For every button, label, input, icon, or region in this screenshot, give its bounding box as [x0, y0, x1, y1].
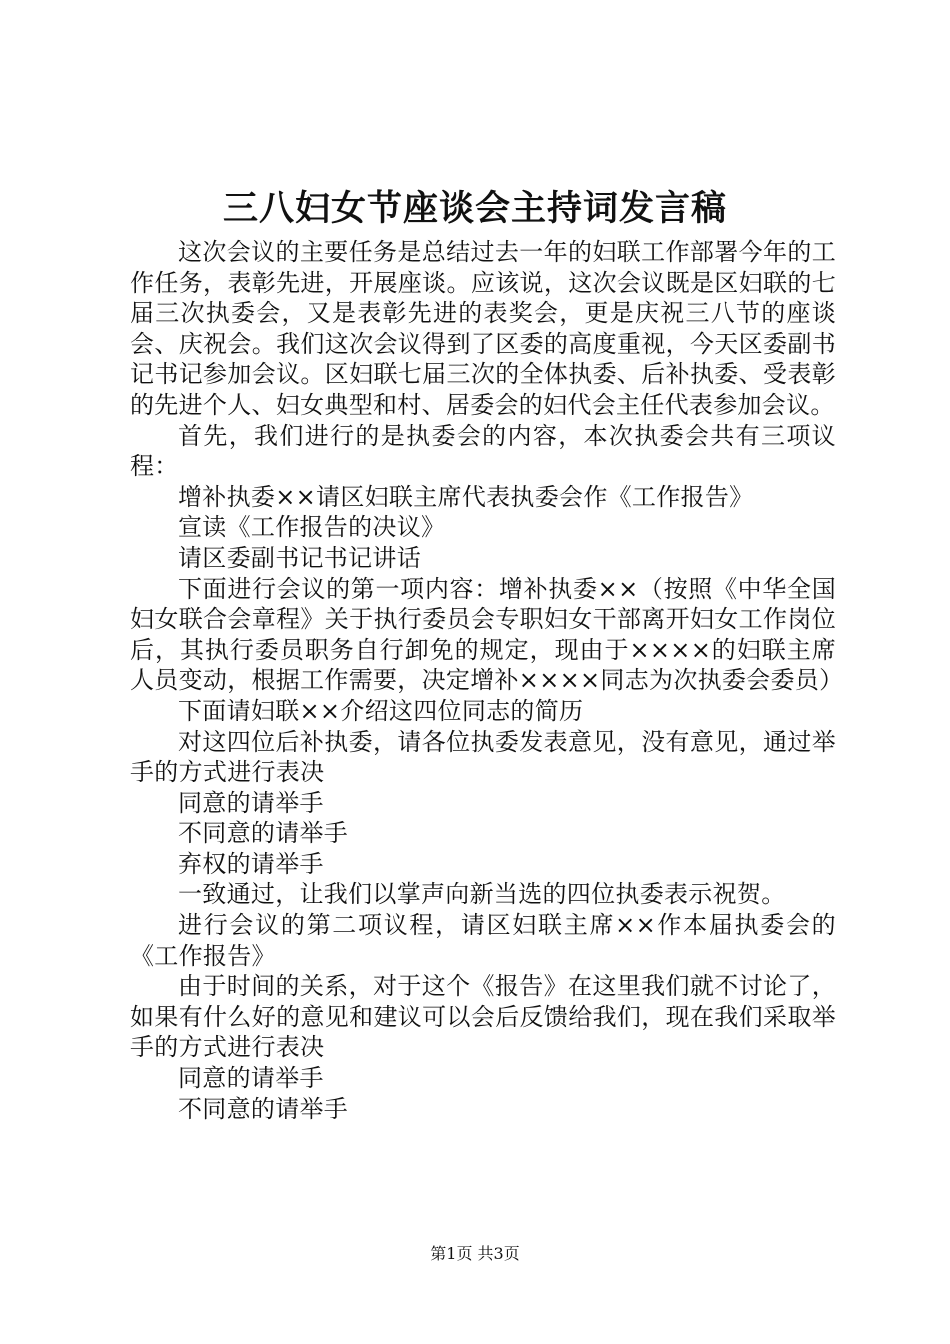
paragraph: 不同意的请举手 — [178, 1094, 349, 1123]
paragraph: 同意的请举手 — [178, 788, 324, 817]
paragraph: 同意的请举手 — [178, 1064, 324, 1093]
paragraph: 弃权的请举手 — [178, 849, 324, 878]
paragraph: 一致通过，让我们以掌声向新当选的四位执委表示祝贺。 — [178, 880, 786, 909]
page-footer: 第1页 共3页 — [430, 1244, 520, 1263]
paragraph: 宣读《工作报告的决议》 — [178, 513, 446, 542]
paragraph: 下面进行会议的第一项内容：增补执委××（按照《中华全国妇女联合会章程》关于执行委员会专职妇女干部离开妇女工作岗位后，其执行委员职务自行卸免的规定，现由于××××的妇联主席人员变动，根据工作需要，决定增补××××同志为次执委会委员） — [130, 574, 844, 695]
paragraph: 这次会议的主要任务是总结过去一年的妇联工作部署今年的工作任务，表彰先进，开展座谈。应该说，这次会议既是区妇联的七届三次执委会，又是表彰先进的表奖会，更是庆祝三八节的座谈会、庆祝会。我们这次会议得到了区委的高度重视，今天区委副书记书记参加会议。区妇联七届三次的全体执委、后补执委、受表彰的先进个人、妇女典型和村、居委会的妇代会主任代表参加会议。 — [130, 238, 836, 419]
paragraph: 首先，我们进行的是执委会的内容，本次执委会共有三项议程： — [130, 421, 836, 481]
paragraph: 增补执委××请区妇联主席代表执委会作《工作报告》 — [178, 482, 754, 511]
paragraph: 进行会议的第二项议程，请区妇联主席××作本届执委会的《工作报告》 — [130, 911, 836, 970]
paragraph: 由于时间的关系，对于这个《报告》在这里我们就不讨论了，如果有什么好的意见和建议可以会后反馈给我们，现在我们采取举手的方式进行表决 — [130, 972, 836, 1062]
paragraph: 请区委副书记书记讲话 — [178, 543, 421, 572]
paragraph: 不同意的请举手 — [178, 819, 349, 848]
paragraph: 下面请妇联××介绍这四位同志的简历 — [178, 696, 584, 725]
paragraph: 对这四位后补执委，请各位执委发表意见，没有意见，通过举手的方式进行表决 — [130, 727, 836, 787]
document-body — [130, 237, 844, 1124]
document-title: 三八妇女节座谈会主持词发言稿 — [222, 188, 727, 229]
